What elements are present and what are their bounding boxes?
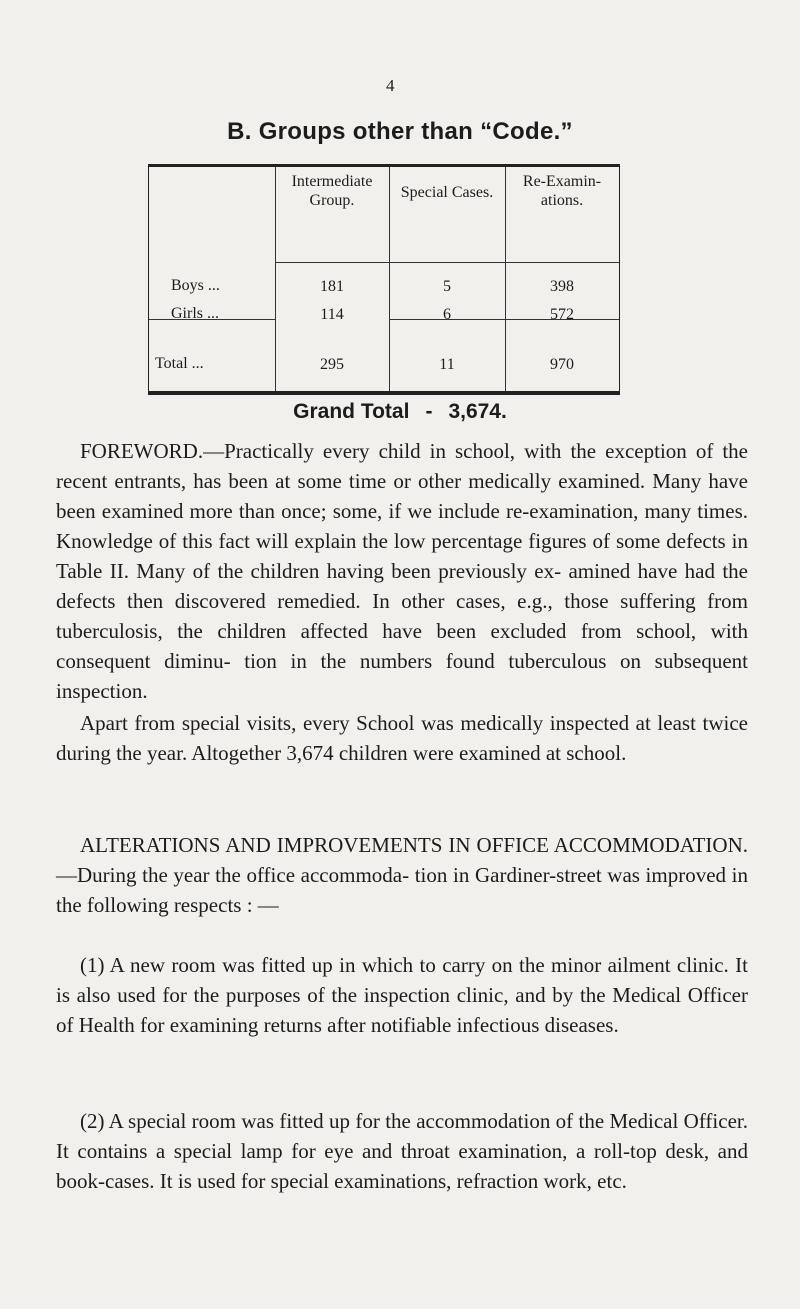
table-cell: 970 [550, 356, 574, 373]
row-label-total: Total ... [155, 355, 204, 372]
paragraph-special-visits: Apart from special visits, every School was medically inspected at least twice during the year. Altogether 3,674 children were examined at school. [56, 711, 748, 765]
header-rule [275, 262, 389, 263]
header-rule [389, 262, 505, 263]
table-cell: 114 [320, 306, 344, 323]
grand-total-value: 3,674. [448, 400, 507, 423]
grand-total-label: Grand Total [293, 400, 410, 423]
paragraph-item-2: (2) A special room was fitted up for the accommodation of the Medical Officer. It contains a special lamp for eye and throat examination, a roll-top desk, and book-cases. It is used for special examinations, refraction work, etc. [56, 1109, 748, 1193]
table-cell: 181 [320, 278, 344, 295]
header-re-examinations: Re-Examin- ations. [522, 173, 602, 209]
table-cell: 6 [443, 306, 451, 323]
section-heading: B. Groups other than “Code.” [227, 118, 573, 145]
page-number: 4 [386, 76, 395, 95]
header-intermediate-group: Intermediate Group. [291, 173, 373, 209]
paragraph-item-1: (1) A new room was fitted up in which to carry on the minor ailment clinic. It is also used for the purposes of the inspection clinic, and by the Medical Officer of Health for examining returns after notifiable infectious diseases. [56, 953, 748, 1037]
row-label-boys: Boys ... [171, 277, 220, 294]
paragraph-alterations: ALTERATIONS AND IMPROVEMENTS IN OFFICE ACCOMMODATION.—During the year the office accommoda- tion in Gardiner-street was improved in the following respects : — [56, 833, 748, 917]
table-cell: 572 [550, 306, 574, 323]
groups-table [148, 164, 620, 395]
grand-total-dash: - [425, 400, 433, 423]
table-cell: 398 [550, 278, 574, 295]
table-cell: 11 [439, 356, 455, 373]
table-cell: 295 [320, 356, 344, 373]
table-cell: 5 [443, 278, 451, 295]
paragraph-foreword: FOREWORD.—Practically every child in school, with the exception of the recent entrants, has been at some time or other medically examined. Many have been examined more than once; some, if we include re-examination, many times. Knowledge of this fact will explain the low percentage figures of some defects in Table II. Many of the children having been previously ex- amined have had the defects then discovered remedied. In other cases, e.g., those suffering from tuberculosis, the children affected have been excluded from school, with consequent diminu- tion in the numbers found tuberculous on subsequent inspection. [56, 439, 748, 703]
grand-total [0, 400, 800, 424]
header-special-cases: Special Cases. [400, 184, 494, 201]
header-rule [505, 262, 619, 263]
row-label-girls: Girls ... [171, 305, 219, 322]
